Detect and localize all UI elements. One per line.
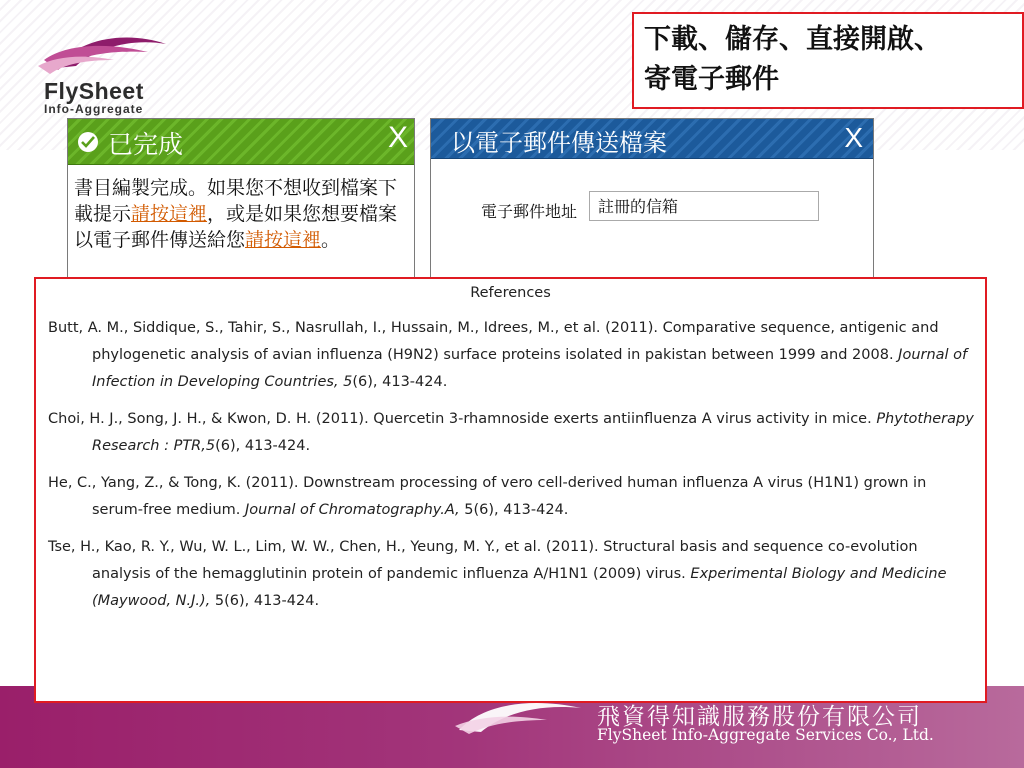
reference-journal: Journal of Infection in Developing Countries, 5 xyxy=(92,347,968,390)
reference-volume: (6), 413-424. xyxy=(215,438,311,454)
callout-line-1: 下載、儲存、直接開啟、 xyxy=(644,24,941,55)
reference-volume: 5(6), 413-424. xyxy=(459,502,569,518)
email-file-link[interactable]: 請按這裡 xyxy=(245,229,322,251)
email-dialog-title: 以電子郵件傳送檔案 xyxy=(451,129,667,157)
reference-item xyxy=(48,406,977,460)
logo-name: FlySheet xyxy=(44,78,144,104)
reference-journal: Journal of Chromatography.A, xyxy=(245,502,460,518)
reference-item xyxy=(48,470,977,524)
references-panel xyxy=(34,277,987,703)
download-prompt-link[interactable]: 請按這裡 xyxy=(131,203,208,225)
company-name-english: FlySheet Info-Aggregate Services Co., Ltd. xyxy=(597,726,934,744)
reference-text: Tse, H., Kao, R. Y., Wu, W. L., Lim, W. W., Chen, H., Yeung, M. Y., et al. (2011). Structural basis and sequence co-evolution analysis of the hemagglutinin protein of pandemic influenza A/H1N1 (2009) virus. xyxy=(48,539,918,582)
reference-journal: Phytotherapy Research : PTR,5 xyxy=(92,411,974,454)
references-title: References xyxy=(470,285,551,301)
email-dialog xyxy=(430,118,874,278)
reference-volume: 5(6), 413-424. xyxy=(210,593,320,609)
message-text: 。 xyxy=(321,229,341,251)
completed-dialog xyxy=(67,118,415,278)
completed-dialog-message xyxy=(68,165,414,253)
reference-volume: (6), 413-424. xyxy=(352,374,448,390)
logo-wave-icon xyxy=(36,30,176,80)
reference-item xyxy=(48,534,977,615)
checkmark-icon xyxy=(78,132,98,152)
reference-text: Butt, A. M., Siddique, S., Tahir, S., Nasrullah, I., Hussain, M., Idrees, M., et al. (2011). Comparative sequence, antigenic and phylogenetic analysis of avian influenza (H9N2) surface proteins isolated in pakistan between 1999 and 2008. xyxy=(48,320,939,363)
footer-wave-icon xyxy=(455,696,585,736)
email-dialog-header xyxy=(431,119,873,159)
message-text: 書目編製完成。如果您不想收到檔案下載提示 xyxy=(74,177,398,225)
message-text: ，或是如果您想要檔案以電子郵件傳送給您 xyxy=(74,203,398,251)
completed-dialog-title: 已完成 xyxy=(108,130,184,159)
completed-dialog-header xyxy=(68,119,414,165)
reference-item xyxy=(48,315,977,396)
email-label: 電子郵件地址 xyxy=(481,202,578,221)
close-icon[interactable]: X xyxy=(387,121,408,154)
callout-line-2: 寄電子郵件 xyxy=(644,64,779,95)
company-name-chinese: 飛資得知識服務股份有限公司 xyxy=(597,704,922,730)
reference-text: Choi, H. J., Song, J. H., & Kwon, D. H. (2011). Quercetin 3-rhamnoside exerts antiinfluenza A virus activity in mice. xyxy=(48,411,877,427)
reference-text: He, C., Yang, Z., & Tong, K. (2011). Downstream processing of vero cell-derived human influenza A virus (H1N1) grown in serum-free medium. xyxy=(48,475,927,518)
close-icon[interactable]: X xyxy=(844,122,863,153)
flysheet-logo xyxy=(36,30,176,116)
logo-tagline: Info-Aggregate xyxy=(44,102,144,116)
email-input[interactable]: 註冊的信箱 xyxy=(589,191,819,221)
reference-journal: Experimental Biology and Medicine (Maywood, N.J.), xyxy=(92,566,947,609)
feature-callout xyxy=(632,12,1024,109)
